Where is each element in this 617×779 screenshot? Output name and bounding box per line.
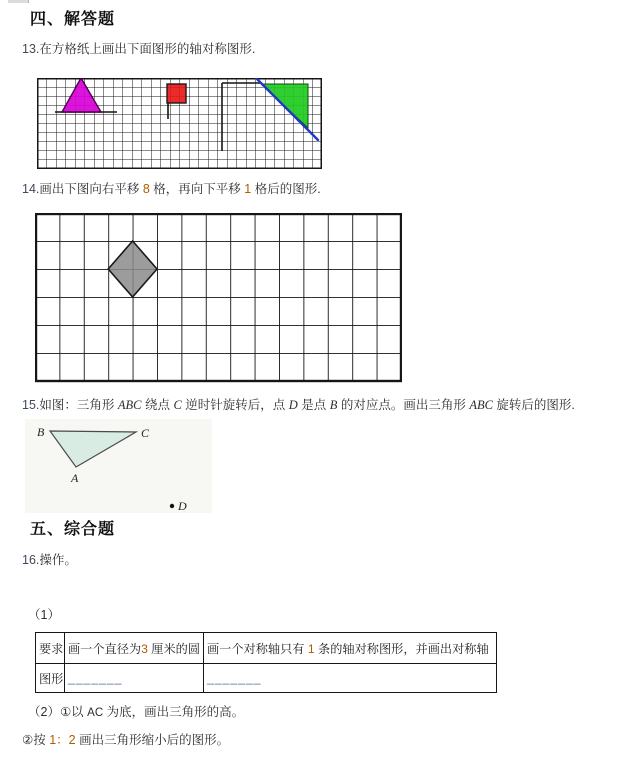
vertex-label-c: C: [141, 426, 150, 440]
q15-text-1: 如图：三角形: [39, 398, 118, 412]
q14-shift-down-count: 1: [244, 182, 252, 196]
q15-number: 15.: [22, 398, 40, 412]
q16-table-wrap: [35, 632, 497, 693]
blank-underscore-1[interactable]: _______: [68, 671, 123, 685]
q14-shift-right-count: 8: [142, 182, 150, 196]
vertex-label-a: A: [71, 471, 79, 485]
q15-figure-svg: [25, 419, 212, 513]
q16-prompt: [22, 552, 77, 568]
q15-text-5: 的对应点。画出三角形: [337, 398, 470, 412]
cell-circle-task: 画一个直径为3 厘米的圆: [65, 633, 204, 664]
blank-underscore-2[interactable]: _______: [207, 671, 262, 685]
circled-1: ①: [59, 705, 72, 719]
q13-grid-svg: [37, 78, 322, 169]
cropped-edge-artifact: [8, 0, 29, 3]
q15-prompt: [22, 397, 575, 413]
q15-point-b: B: [329, 398, 338, 412]
q15-triangle-figure: [25, 419, 212, 513]
circle-diameter-value: 3: [141, 641, 148, 656]
q16-number: 16.: [22, 553, 40, 567]
point-d-dot: [170, 504, 174, 508]
scale-ratio-value: 1：2: [49, 733, 76, 747]
q15-point-c: C: [173, 398, 182, 412]
cell-figure-blank-2[interactable]: [204, 664, 497, 693]
cell-requirement-header: 要求: [36, 633, 65, 664]
red-square: [167, 84, 186, 103]
q15-point-d: D: [288, 398, 298, 412]
q14-number: 14.: [22, 182, 40, 196]
axis-count-value: 1: [307, 641, 315, 656]
segment-ac: AC: [87, 707, 104, 719]
q15-text-4: 是点: [297, 398, 330, 412]
q14-grid-figure: [35, 213, 402, 383]
vertex-label-b: B: [37, 425, 45, 439]
q15-triangle-name-1: ABC: [117, 398, 142, 412]
q13-grid-figure: [37, 78, 322, 169]
q15-text-6: 旋转后的图形.: [492, 398, 575, 412]
cell-figure-blank-1[interactable]: [65, 664, 204, 693]
cell-symmetry-task: 画一个对称轴只有 1 条的轴对称图形，并画出对称轴: [204, 633, 497, 664]
q16-part1-label: （1）: [28, 608, 60, 622]
q13-prompt: [22, 41, 255, 57]
table-row-figures: [36, 664, 497, 693]
q13-text: 在方格纸上画出下面图形的轴对称图形.: [39, 42, 256, 56]
q13-number: 13.: [22, 42, 40, 56]
q15-text-3: 逆时针旋转后，点: [181, 398, 289, 412]
q16-part2: （2）①以 AC 为底，画出三角形的高。: [28, 705, 245, 719]
q14-text-3: 格后的图形.: [251, 182, 321, 196]
q16-operation-table: [35, 632, 497, 693]
section5-title: 五、综合题: [30, 521, 116, 538]
q14-grid-svg: [35, 213, 402, 383]
q14-grid-cells: [35, 213, 401, 381]
q14-prompt: [22, 181, 321, 197]
table-row-requirements: [36, 633, 497, 664]
q14-text-1: 画出下图向右平移: [39, 182, 143, 196]
q16-text: 操作。: [39, 553, 77, 567]
section4-title: 四、解答题: [30, 11, 116, 28]
q15-text-2: 绕点: [141, 398, 174, 412]
point-label-d: D: [178, 499, 187, 513]
part2-label: （2）: [28, 705, 60, 719]
q14-text-2: 格，再向下平移: [149, 182, 245, 196]
cell-figure-header: 图形: [36, 664, 65, 693]
q15-triangle-name-2: ABC: [469, 398, 493, 412]
q16-part3: ②按 1：2 画出三角形缩小后的图形。: [22, 733, 230, 747]
circled-2: ②: [22, 733, 34, 747]
